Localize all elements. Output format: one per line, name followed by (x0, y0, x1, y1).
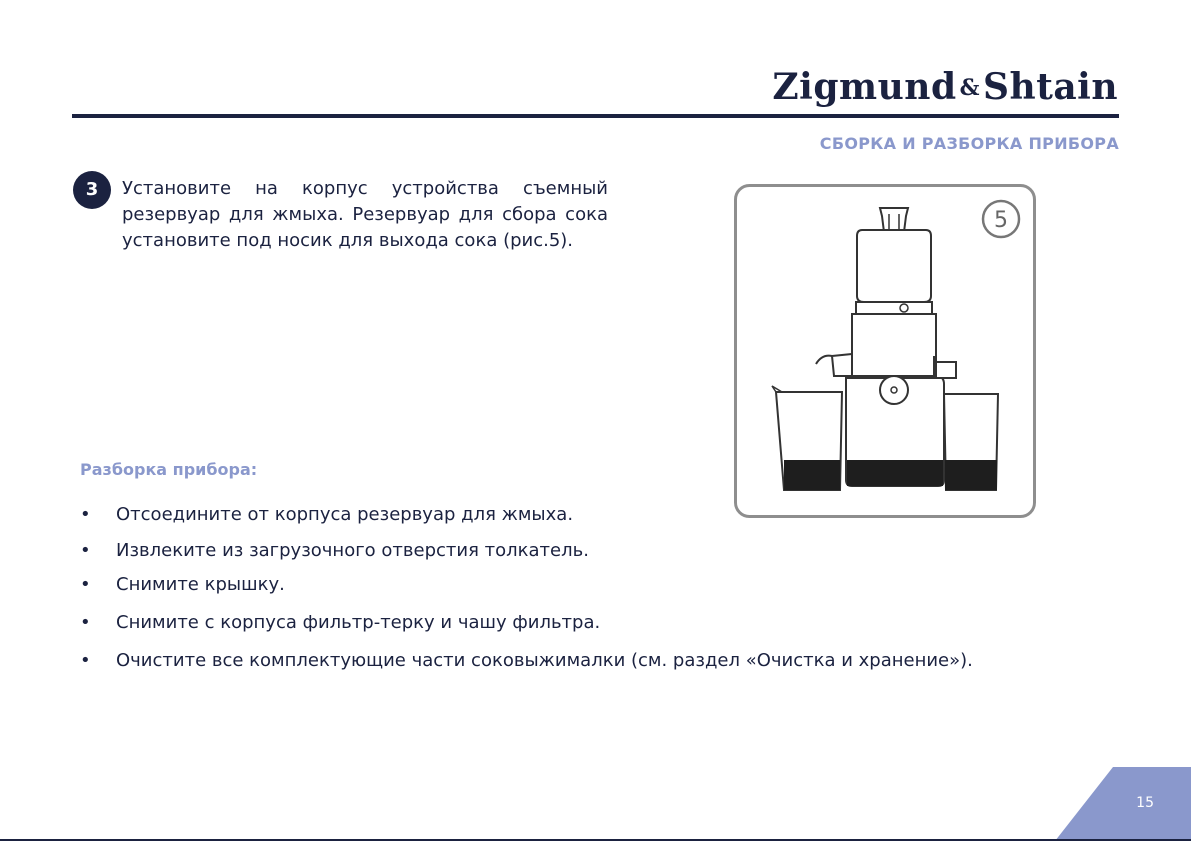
bullet-marker: • (80, 540, 91, 561)
list-item-text: Снимите крышку. (116, 574, 285, 595)
brand-logo (772, 66, 1118, 108)
list-item-text: Извлеките из загрузочного отверстия толкатель. (116, 540, 589, 561)
list-item-text: Очистите все комплектующие части соковыжималки (см. раздел «Очистка и хранение»). (116, 650, 973, 671)
bullet-marker: • (80, 650, 91, 671)
section-title: СБОРКА И РАЗБОРКА ПРИБОРА (819, 134, 1119, 153)
list-item-text: Снимите с корпуса фильтр-терку и чашу фильтра. (116, 612, 601, 633)
bullet-marker: • (80, 612, 91, 633)
step-instruction: Установите на корпус устройства съемный резервуар для жмыха. Резервуар для сбора сока установите под носик для выхода сока (рис.5). (122, 178, 608, 251)
pusher (880, 208, 908, 232)
page-number: 15 (1136, 795, 1154, 811)
figure-number-label: 5 (994, 208, 1008, 233)
page-corner-decoration (1055, 767, 1191, 841)
bowl (852, 314, 936, 376)
header-rule (72, 114, 1119, 118)
brand-ampersand: & (959, 75, 981, 101)
brand-name-left: Zigmund (772, 66, 957, 108)
bullet-marker: • (80, 574, 91, 595)
brand-name-right: Shtain (983, 66, 1118, 108)
disassembly-heading: Разборка прибора: (80, 460, 258, 479)
hopper (857, 230, 931, 302)
juicer-illustration (734, 184, 1036, 518)
bullet-marker: • (80, 504, 91, 525)
step-number-badge: 3 (73, 171, 111, 209)
pulp-outlet (936, 362, 956, 378)
list-item-text: Отсоедините от корпуса резервуар для жмыха. (116, 504, 574, 525)
juice-spout (832, 354, 852, 376)
